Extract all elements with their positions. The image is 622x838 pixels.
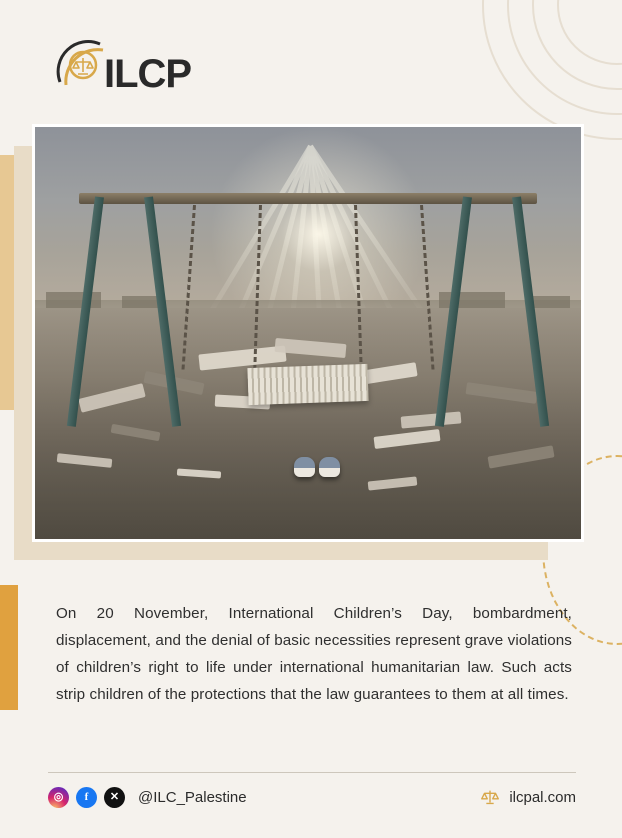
website-text[interactable]: ilcpal.com bbox=[509, 788, 576, 806]
footer bbox=[48, 786, 576, 808]
brand-logo bbox=[56, 38, 191, 100]
childrens-shoes bbox=[294, 457, 340, 479]
left-gold-accent-bar bbox=[0, 585, 18, 710]
social-links bbox=[48, 787, 247, 808]
social-handle[interactable]: @ILC_Palestine bbox=[138, 788, 247, 806]
instagram-icon[interactable]: ◎ bbox=[48, 787, 69, 808]
scales-of-justice-icon bbox=[479, 786, 501, 808]
rubble-ground bbox=[35, 308, 581, 539]
x-twitter-icon[interactable]: ✕ bbox=[104, 787, 125, 808]
scales-of-justice-icon bbox=[56, 38, 108, 100]
website-link[interactable] bbox=[479, 786, 576, 808]
footer-divider bbox=[48, 772, 576, 773]
brand-name: ILCP bbox=[104, 52, 192, 96]
statement-text: On 20 November, International Children’s Day, bombardment, displacement, and the denial of basic necessities represent grave violations of children’s right to life under international humanitarian law. Such acts strip children of the protections that the law guarantees to them at all times. bbox=[56, 605, 572, 703]
children-day-rubble-swing-photo bbox=[32, 124, 584, 542]
swing-seat bbox=[247, 364, 368, 405]
facebook-icon[interactable]: f bbox=[76, 787, 97, 808]
